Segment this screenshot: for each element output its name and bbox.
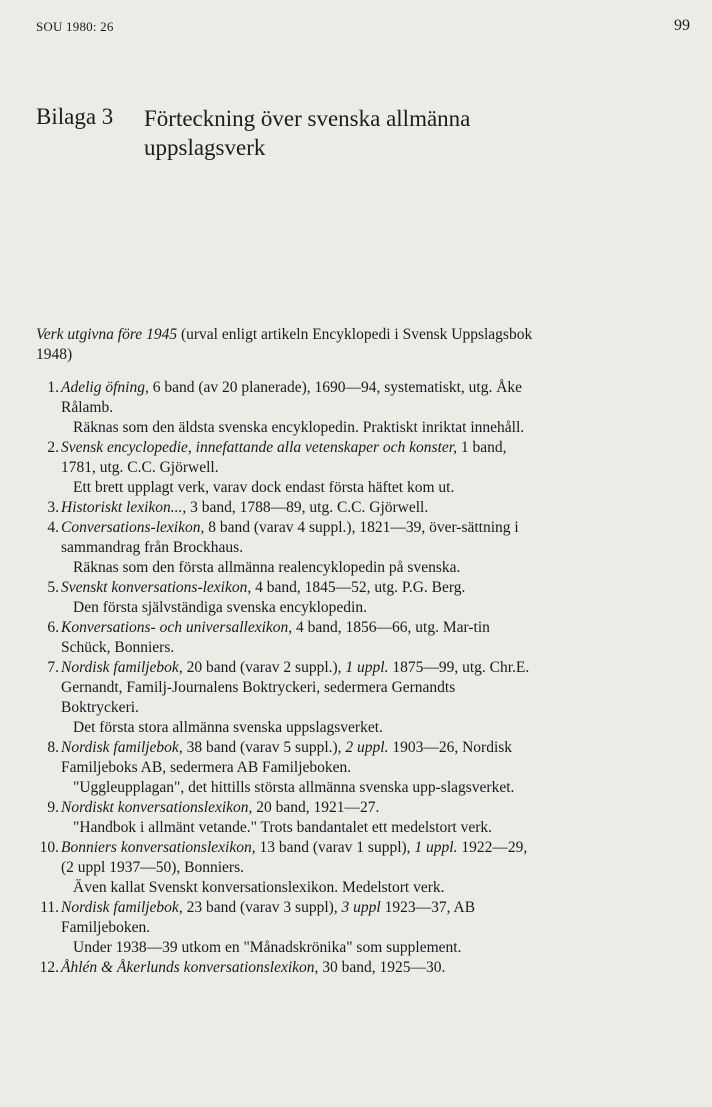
- entry-number: 2.: [47, 439, 59, 456]
- entry-number: 5.: [47, 579, 59, 596]
- entry-note: "Uggleupplagan", det hittills största allmänna svenska upp-slagsverket.: [73, 779, 515, 796]
- entry-edition: 2 uppl.: [345, 739, 389, 756]
- list-item: [36, 438, 536, 498]
- title-text: Förteckning över svenska allmänna uppslagsverk: [144, 106, 471, 160]
- entry-title: Svensk encyclopedie, innefattande alla vetenskaper och konster,: [61, 439, 457, 456]
- entry-text: 38 band (varav 5 suppl.),: [182, 739, 346, 756]
- entry-title: Bonniers konversationslexikon,: [61, 839, 256, 856]
- entry-number: 8.: [47, 739, 59, 756]
- entry-title: Konversations- och universallexikon,: [61, 619, 293, 636]
- entry-edition: 3 uppl: [341, 899, 381, 916]
- entry-text: 23 band (varav 3 suppl),: [182, 899, 342, 916]
- entry-text: 8 band (varav 4 suppl.), 1821—39, över-sättning i sammandrag från Brockhaus.: [61, 519, 519, 556]
- entry-note: Räknas som den första allmänna realencyklopedin på svenska.: [73, 559, 461, 576]
- list-item: [36, 578, 536, 618]
- entry-edition: 1 uppl.: [414, 839, 458, 856]
- entry-note: Räknas som den äldsta svenska encyklopedin. Praktiskt inriktat innehåll.: [73, 419, 525, 436]
- list-item: [36, 738, 536, 798]
- entry-text: 4 band, 1845—52, utg. P.G. Berg.: [251, 579, 466, 596]
- entry-note: Den första självständiga svenska encyklopedin.: [73, 599, 367, 616]
- running-head: SOU 1980: 26: [36, 19, 114, 34]
- entry-list: [36, 378, 536, 978]
- entry-note: Under 1938—39 utkom en "Månadskrönika" som supplement.: [73, 939, 462, 956]
- intro-italic: Verk utgivna före: [36, 326, 143, 343]
- entry-title: Nordisk familjebok,: [61, 899, 183, 916]
- entry-title: Åhlén & Åkerlunds konversationslexikon,: [61, 959, 319, 976]
- entry-number: 12.: [39, 959, 59, 976]
- entry-title: Conversations-lexikon,: [61, 519, 205, 536]
- entry-number: 9.: [47, 799, 59, 816]
- entry-title: Nordisk familjebok,: [61, 659, 183, 676]
- entry-text-continued: 1923—37, AB Familjeboken.: [61, 899, 476, 936]
- intro-rest: (urval enligt artikeln Encyklopedi i Svensk Uppslagsbok 1948): [36, 326, 533, 363]
- page-number: 99: [674, 17, 690, 34]
- entry-number: 11.: [40, 899, 59, 916]
- entry-text: 1 band, 1781, utg. C.C. Gjörwell.: [61, 439, 507, 476]
- list-item: [36, 618, 536, 658]
- entry-number: 4.: [47, 519, 59, 536]
- entry-title: Nordisk familjebok,: [61, 739, 183, 756]
- entry-text: 20 band, 1921—27.: [252, 799, 380, 816]
- entry-edition: 1 uppl.: [345, 659, 389, 676]
- list-item: [36, 898, 536, 958]
- entry-text: 6 band (av 20 planerade), 1690—94, systematiskt, utg. Åke Rålamb.: [61, 379, 523, 416]
- entry-text: 30 band, 1925—30.: [318, 959, 446, 976]
- entry-note: Även kallat Svenskt konversationslexikon. Medelstort verk.: [73, 879, 445, 896]
- list-item: [36, 658, 536, 738]
- entry-text: 20 band (varav 2 suppl.),: [182, 659, 346, 676]
- intro-paragraph: [36, 325, 536, 365]
- entry-number: 6.: [47, 619, 59, 636]
- entry-text-continued: 1875—99, utg. Chr.E. Gernandt, Familj-Journalens Boktryckeri, sedermera Gernandts Boktryckeri.: [61, 659, 530, 716]
- entry-note: "Handbok i allmänt vetande." Trots bandantalet ett medelstort verk.: [73, 819, 493, 836]
- list-item: [36, 798, 536, 838]
- entry-number: 7.: [47, 659, 59, 676]
- entry-title: Svenskt konversations-lexikon,: [61, 579, 252, 596]
- entry-title: Adelig öfning,: [61, 379, 149, 396]
- list-item: [36, 838, 536, 898]
- list-item: [36, 518, 536, 578]
- appendix-label: Bilaga 3: [36, 104, 114, 129]
- entry-text-continued: 1922—29, (2 uppl 1937—50), Bonniers.: [61, 839, 528, 876]
- entry-number: 10.: [39, 839, 59, 856]
- entry-note: Ett brett upplagt verk, varav dock endast första häftet kom ut.: [73, 479, 455, 496]
- list-item: [36, 378, 536, 438]
- intro-year: 1945: [146, 326, 178, 343]
- list-item: [36, 958, 536, 978]
- entry-title: Historiskt lexikon...,: [61, 499, 187, 516]
- entry-number: 3.: [47, 499, 59, 516]
- entry-text-continued: 1903—26, Nordisk Familjeboks AB, sedermera AB Familjeboken.: [61, 739, 513, 776]
- entry-note: Det första stora allmänna svenska uppslagsverket.: [73, 719, 383, 736]
- entry-title: Nordiskt konversationslexikon,: [61, 799, 253, 816]
- entry-text: 3 band, 1788—89, utg. C.C. Gjörwell.: [186, 499, 429, 516]
- entry-text: 13 band (varav 1 suppl),: [255, 839, 415, 856]
- entry-text: 4 band, 1856—66, utg. Mar-tin Schück, Bonniers.: [61, 619, 490, 656]
- page-title: [36, 104, 672, 162]
- list-item: [36, 498, 536, 518]
- entry-number: 1.: [47, 379, 59, 396]
